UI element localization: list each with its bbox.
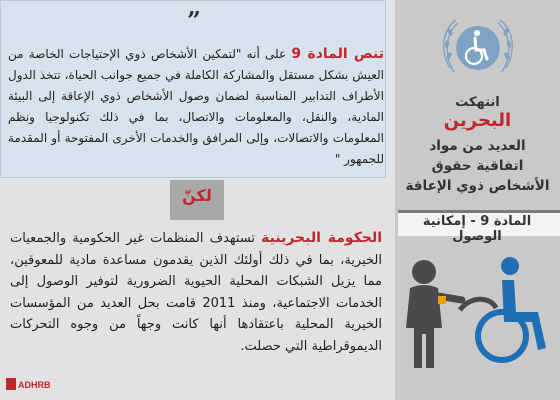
adhrb-logo — [6, 376, 58, 392]
person-blocked-from-wheelchair-icon — [398, 250, 558, 380]
government-label: الحكومة البحرينية — [261, 230, 382, 246]
violated-label: انتهكت — [455, 95, 500, 110]
article-quote-text: على أنه "لتمكين الأشخاص ذوي الإحتياجات الخاصة من العيش بشكل مستقل والمشاركة الكاملة في جميع جوانب الحياة، تتخذ الدول الأطراف التدابير المناسبة لضمان وصول الأشخاص ذوي الإعاقة إلى البيئة المادية، والنقل، والمعلومات والاتصال، بما في ذلك تكنولوجيا ونظم المعلومات والاتصالات، وإلى المرافق والخدمات الأخرى المفتوحة أو المقدمة للجمهور " — [8, 47, 384, 166]
but-label: لكنّ — [182, 186, 212, 205]
svg-text:ADHRB: ADHRB — [18, 380, 51, 390]
un-accessibility-logo-icon — [436, 12, 520, 84]
article-quote — [8, 44, 384, 170]
country-name: البحرين — [443, 110, 512, 131]
government-text: تستهدف المنظمات غير الحكومية والجمعيات الخيرية، بما في ذلك أولئك الذين يقدمون مساعدة مادية للمعوقين، مما يزيل الشبكات المحلية الحيوية الضرورية لتوفير الوصول إلى الخدمات الاجتماعية، ومنذ 2011 قامت بحل العديد من المؤسسات الخيرية المحلية باعتقادها أنها كانت وجهاً من وجوه التحركات الديموقراطية التي حصلت. — [10, 231, 382, 354]
quote-mark: ” — [187, 6, 201, 35]
violated-description: العديد من مواد اتفاقية حقوق الأشخاص ذوي الإعاقة — [405, 138, 550, 194]
article-label: تنص المادة 9 — [291, 46, 384, 62]
article-tag-label: المادة 9 - إمكانية الوصول — [422, 214, 532, 244]
government-statement — [10, 228, 382, 357]
